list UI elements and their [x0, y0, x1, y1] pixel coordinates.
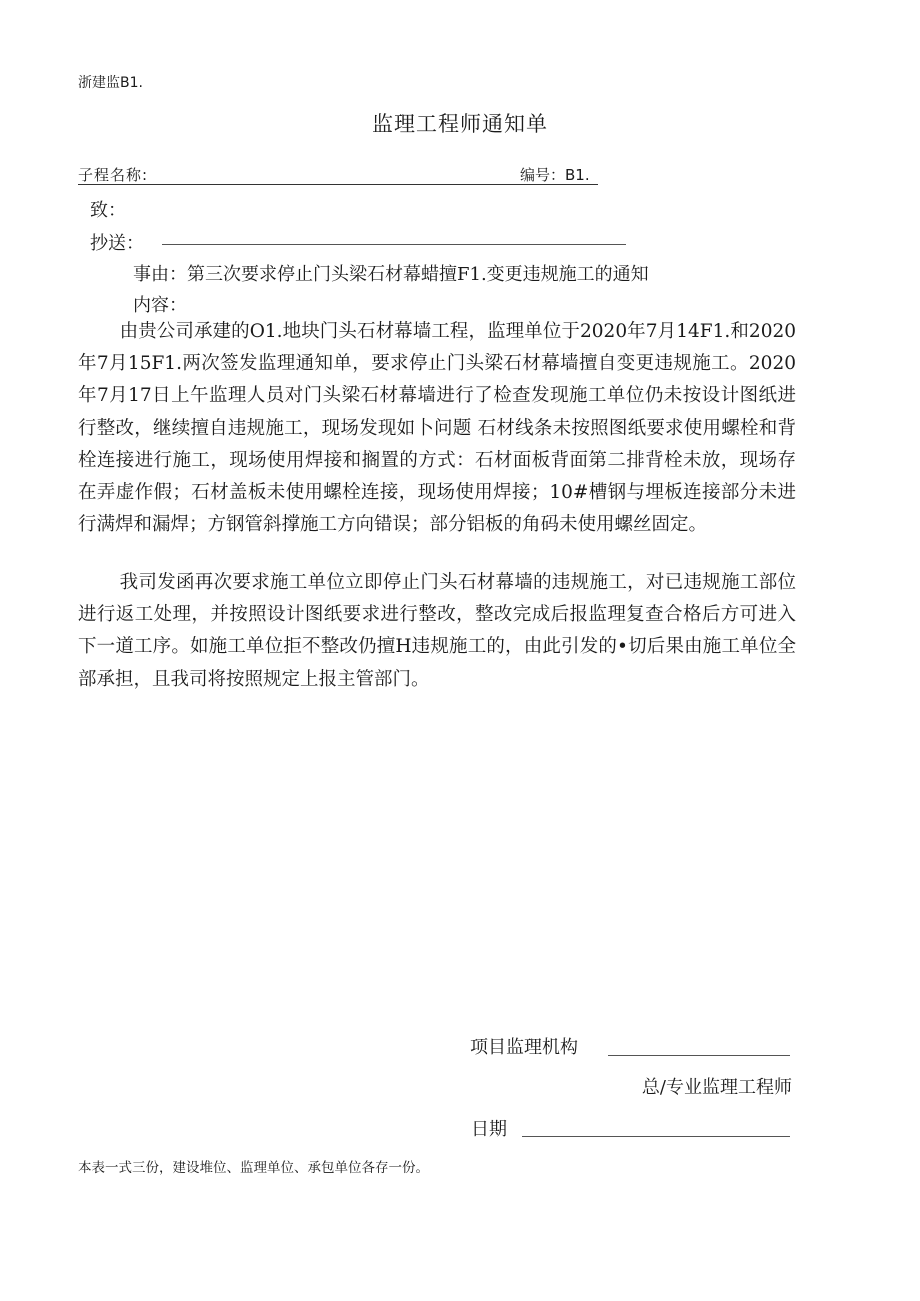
page-title: 监理工程师通知单 — [372, 112, 548, 136]
cc-blank-line — [162, 244, 626, 245]
date-label: 日期 — [471, 1119, 507, 1140]
date-blank-line — [522, 1136, 790, 1137]
supervision-org-blank-line — [608, 1055, 790, 1056]
reason-line: 事由：第三次要求停止门头梁石材幕蜡擅F1.变更违规施工的通知 — [133, 264, 649, 285]
body-paragraph-2: 我司发函再次要求施工单位立即停止门头石材幕墙的违规施工，对已违规施工部位进行返工处理，并按照设计图纸要求进行整改，整改完成后报监理复查合格后方可进入下一道工序。如施工单位拒不整改仍擅H违规施工的，由此引发的•切后果由施工单位全部承担，且我司将按照规定上报主管部门。 — [78, 572, 796, 690]
footnote: 本表一式三份，建设堆位、监理单位、承包单位各存一份。 — [78, 1160, 429, 1176]
supervision-org-label: 项目监理机构 — [470, 1037, 578, 1058]
cc-label: 抄送： — [90, 233, 144, 254]
number-label: 编号：B1. — [520, 166, 590, 184]
engineer-label: 总/专业监理工程师 — [641, 1077, 792, 1098]
form-code: 浙建监B1. — [78, 75, 143, 91]
to-label: 致： — [90, 200, 126, 221]
project-name-label: 子程名称: — [78, 166, 149, 184]
content-label: 内容： — [133, 295, 187, 316]
body-paragraph-1: 由贵公司承建的O1.地块门头石材幕墙工程，监理单位于2020年7月14F1.和2020年7月15F1.两次签发监理通知单，要求停止门头梁石材幕墙擅自变更违规施工。2020年7月17日上午监理人员对门头梁石材幕墙进行了检查发现施工单位仍未按设计图纸进行整改，继续擅自违规施工，现场发现如卜问题 石材线条未按照图纸要求使用螺栓和背栓连接进行施工，现场使用焊接和搁置的方式：石材面板背面第二排背栓未放，现场存在弄虚作假；石材盖板未使用螺栓连接，现场使用焊接；10#槽钢与埋板连接部分未进行满焊和漏焊；方钢管斜撑施工方向错误；部分铝板的角码未使用螺丝固定。 — [78, 321, 796, 536]
project-row — [78, 164, 598, 185]
